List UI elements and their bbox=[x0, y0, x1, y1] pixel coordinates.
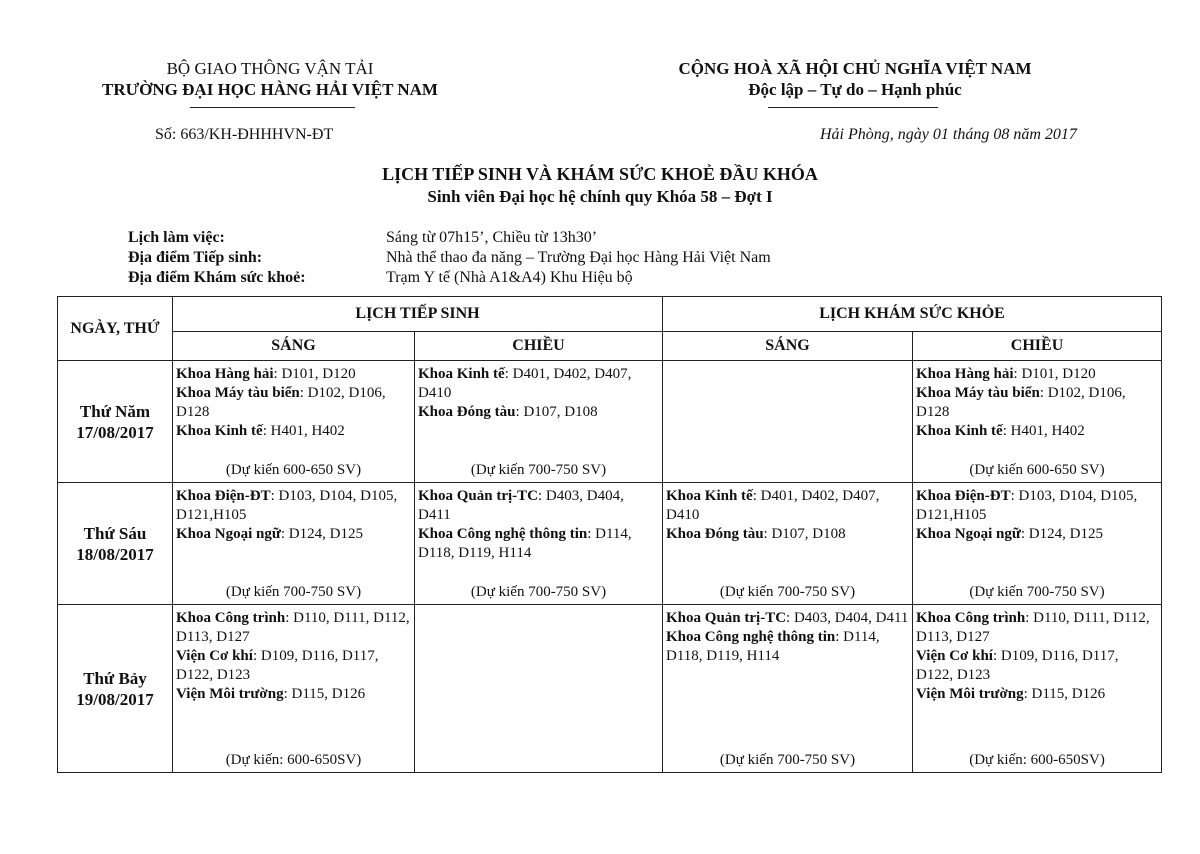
estimate-note: (Dự kiến 600-650 SV) bbox=[225, 462, 362, 478]
schedule-cell bbox=[913, 605, 1162, 773]
day-cell bbox=[58, 361, 173, 483]
health-check-header: LỊCH KHÁM SỨC KHỎE bbox=[663, 297, 1162, 332]
faculty-name: Viện Cơ khí bbox=[176, 648, 253, 664]
schedule-table bbox=[57, 296, 1162, 773]
faculty-name: Khoa Kinh tế bbox=[418, 366, 505, 382]
faculty-name: Khoa Kinh tế bbox=[666, 488, 753, 504]
document-title: LỊCH TIẾP SINH VÀ KHÁM SỨC KHOẺ ĐẦU KHÓA bbox=[382, 164, 818, 184]
class-codes: : D110, D111, D112, D113, D127 bbox=[916, 610, 1150, 645]
afternoon-header: CHIỀU bbox=[913, 332, 1162, 361]
class-codes: : D103, D104, D105, D121,H105 bbox=[916, 488, 1138, 523]
info-label: Địa điểm Tiếp sinh: bbox=[128, 249, 263, 266]
faculty-entry bbox=[418, 487, 659, 525]
weekday: Thứ Bảy bbox=[83, 668, 147, 688]
faculty-name: Khoa Đóng tàu bbox=[666, 526, 764, 542]
faculty-entry bbox=[176, 685, 411, 704]
info-label: Địa điểm Khám sức khoẻ: bbox=[128, 269, 306, 286]
faculty-name: Khoa Công nghệ thông tin bbox=[666, 629, 836, 645]
faculty-name: Khoa Kinh tế bbox=[916, 423, 1003, 439]
faculty-entry bbox=[916, 609, 1158, 647]
afternoon-header: CHIỀU bbox=[415, 332, 663, 361]
faculty-name: Khoa Đóng tàu bbox=[418, 404, 516, 420]
class-codes: : D109, D116, D117, D122, D123 bbox=[916, 648, 1119, 683]
day-cell bbox=[58, 483, 173, 605]
faculty-entry bbox=[666, 525, 909, 544]
faculty-entry bbox=[176, 384, 411, 422]
estimate-note: (Dự kiến 700-750 SV) bbox=[719, 752, 856, 768]
document-date: Hải Phòng, ngày 01 tháng 08 năm 2017 bbox=[820, 126, 1077, 143]
schedule-cell bbox=[173, 605, 415, 773]
info-value: Nhà thể thao đa năng – Trường Đại học Hàng Hải Việt Nam bbox=[386, 249, 771, 266]
class-codes: : D403, D404, D411 bbox=[418, 488, 624, 523]
estimate-note: (Dự kiến 700-750 SV) bbox=[969, 584, 1105, 600]
class-codes: : D115, D126 bbox=[283, 686, 366, 702]
faculty-entry bbox=[916, 685, 1158, 704]
schedule-cell bbox=[415, 483, 663, 605]
faculty-name: Khoa Công nghệ thông tin bbox=[418, 526, 588, 542]
schedule-cell bbox=[173, 483, 415, 605]
class-codes: : D115, D126 bbox=[1023, 686, 1106, 702]
faculty-entry bbox=[176, 525, 411, 544]
faculty-name: Khoa Hàng hải bbox=[176, 366, 274, 382]
faculty-name: Viện Môi trường bbox=[176, 686, 284, 702]
faculty-name: Khoa Kinh tế bbox=[176, 423, 263, 439]
schedule-cell bbox=[415, 605, 663, 773]
estimate-note: (Dự kiến 700-750 SV) bbox=[470, 584, 607, 600]
class-codes: : H401, H402 bbox=[1002, 423, 1085, 439]
faculty-entry bbox=[916, 384, 1158, 422]
faculty-name: Khoa Máy tàu biển bbox=[176, 385, 300, 401]
faculty-entry bbox=[666, 628, 909, 666]
header-rule-right bbox=[768, 107, 938, 108]
faculty-name: Khoa Điện-ĐT bbox=[176, 488, 271, 504]
national-header bbox=[620, 58, 1090, 100]
schedule-row bbox=[58, 483, 1162, 605]
class-codes: : H401, H402 bbox=[262, 423, 345, 439]
schedule-cell bbox=[415, 361, 663, 483]
faculty-entry bbox=[666, 487, 909, 525]
faculty-entry bbox=[418, 525, 659, 563]
faculty-entry bbox=[176, 422, 411, 441]
weekday: Thứ Sáu bbox=[83, 523, 147, 543]
schedule-cell bbox=[663, 605, 913, 773]
university-name: TRƯỜNG ĐẠI HỌC HÀNG HẢI VIỆT NAM bbox=[102, 80, 438, 99]
class-codes: : D114, D118, D119, H114 bbox=[666, 629, 880, 664]
estimate-note: (Dự kiến 700-750 SV) bbox=[470, 462, 607, 478]
class-codes: : D124, D125 bbox=[1020, 526, 1103, 542]
info-value: Sáng từ 07h15’, Chiều từ 13h30’ bbox=[386, 229, 598, 246]
faculty-entry bbox=[916, 422, 1158, 441]
day-date: 18/08/2017 bbox=[76, 544, 154, 564]
faculty-name: Khoa Máy tàu biển bbox=[916, 385, 1040, 401]
day-column-header: NGÀY, THỨ bbox=[58, 297, 173, 361]
schedule-row bbox=[58, 361, 1162, 483]
ministry-name: BỘ GIAO THÔNG VẬN TẢI bbox=[166, 59, 374, 78]
info-block bbox=[128, 228, 771, 288]
faculty-entry bbox=[176, 365, 411, 384]
faculty-entry bbox=[176, 487, 411, 525]
class-codes: : D114, D118, D119, H114 bbox=[418, 526, 632, 561]
class-codes: : D401, D402, D407, D410 bbox=[418, 366, 632, 401]
class-codes: : D107, D108 bbox=[763, 526, 846, 542]
faculty-name: Khoa Hàng hải bbox=[916, 366, 1014, 382]
schedule-row bbox=[58, 605, 1162, 773]
info-row bbox=[128, 268, 771, 288]
weekday: Thứ Năm bbox=[79, 401, 151, 421]
class-codes: : D101, D120 bbox=[1013, 366, 1096, 382]
ministry-header bbox=[60, 58, 480, 100]
morning-header: SÁNG bbox=[663, 332, 913, 361]
faculty-entry bbox=[916, 365, 1158, 384]
faculty-entry bbox=[666, 609, 909, 628]
info-value: Trạm Y tế (Nhà A1&A4) Khu Hiệu bộ bbox=[386, 269, 633, 286]
header-rule-left bbox=[190, 107, 355, 108]
estimate-note: (Dự kiến 700-750 SV) bbox=[719, 584, 856, 600]
faculty-entry bbox=[418, 365, 659, 403]
faculty-entry bbox=[418, 403, 659, 422]
faculty-name: Khoa Quản trị-TC bbox=[666, 610, 787, 626]
day-date: 17/08/2017 bbox=[76, 422, 154, 442]
faculty-name: Khoa Ngoại ngữ bbox=[176, 526, 281, 542]
faculty-name: Khoa Điện-ĐT bbox=[916, 488, 1011, 504]
class-codes: : D403, D404, D411 bbox=[786, 610, 909, 626]
faculty-name: Khoa Ngoại ngữ bbox=[916, 526, 1021, 542]
faculty-name: Viện Môi trường bbox=[916, 686, 1024, 702]
class-codes: : D109, D116, D117, D122, D123 bbox=[176, 648, 379, 683]
info-label: Lịch làm việc: bbox=[128, 229, 225, 246]
faculty-entry bbox=[916, 525, 1158, 544]
faculty-entry bbox=[916, 487, 1158, 525]
country-name: CỘNG HOÀ XÃ HỘI CHỦ NGHĨA VIỆT NAM bbox=[678, 59, 1032, 78]
class-codes: : D102, D106, D128 bbox=[916, 385, 1126, 420]
faculty-entry bbox=[176, 609, 411, 647]
class-codes: : D101, D120 bbox=[273, 366, 356, 382]
class-codes: : D110, D111, D112, D113, D127 bbox=[176, 610, 410, 645]
estimate-note: (Dự kiến 700-750 SV) bbox=[225, 584, 362, 600]
day-date: 19/08/2017 bbox=[76, 689, 154, 709]
class-codes: : D124, D125 bbox=[280, 526, 363, 542]
info-row bbox=[128, 248, 771, 268]
class-codes: : D102, D106, D128 bbox=[176, 385, 386, 420]
reception-schedule-header: LỊCH TIẾP SINH bbox=[173, 297, 663, 332]
class-codes: : D401, D402, D407, D410 bbox=[666, 488, 880, 523]
estimate-note: (Dự kiến: 600-650SV) bbox=[969, 752, 1105, 768]
estimate-note: (Dự kiến: 600-650SV) bbox=[225, 752, 362, 768]
day-cell bbox=[58, 605, 173, 773]
document-number: Số: 663/KH-ĐHHHVN-ĐT bbox=[155, 126, 334, 143]
faculty-name: Khoa Công trình bbox=[176, 610, 286, 626]
info-row bbox=[128, 228, 771, 248]
document-subtitle: Sinh viên Đại học hệ chính quy Khóa 58 – Đợt I bbox=[427, 187, 773, 206]
faculty-entry bbox=[916, 647, 1158, 685]
national-motto: Độc lập – Tự do – Hạnh phúc bbox=[748, 80, 962, 99]
schedule-cell bbox=[663, 361, 913, 483]
class-codes: : D103, D104, D105, D121,H105 bbox=[176, 488, 398, 523]
schedule-body bbox=[58, 361, 1162, 773]
schedule-cell bbox=[913, 361, 1162, 483]
schedule-cell bbox=[663, 483, 913, 605]
faculty-name: Viện Cơ khí bbox=[916, 648, 993, 664]
schedule-cell bbox=[913, 483, 1162, 605]
schedule-cell bbox=[173, 361, 415, 483]
estimate-note: (Dự kiến 600-650 SV) bbox=[969, 462, 1105, 478]
class-codes: : D107, D108 bbox=[515, 404, 598, 420]
faculty-name: Khoa Quản trị-TC bbox=[418, 488, 539, 504]
morning-header: SÁNG bbox=[173, 332, 415, 361]
faculty-entry bbox=[176, 647, 411, 685]
faculty-name: Khoa Công trình bbox=[916, 610, 1026, 626]
